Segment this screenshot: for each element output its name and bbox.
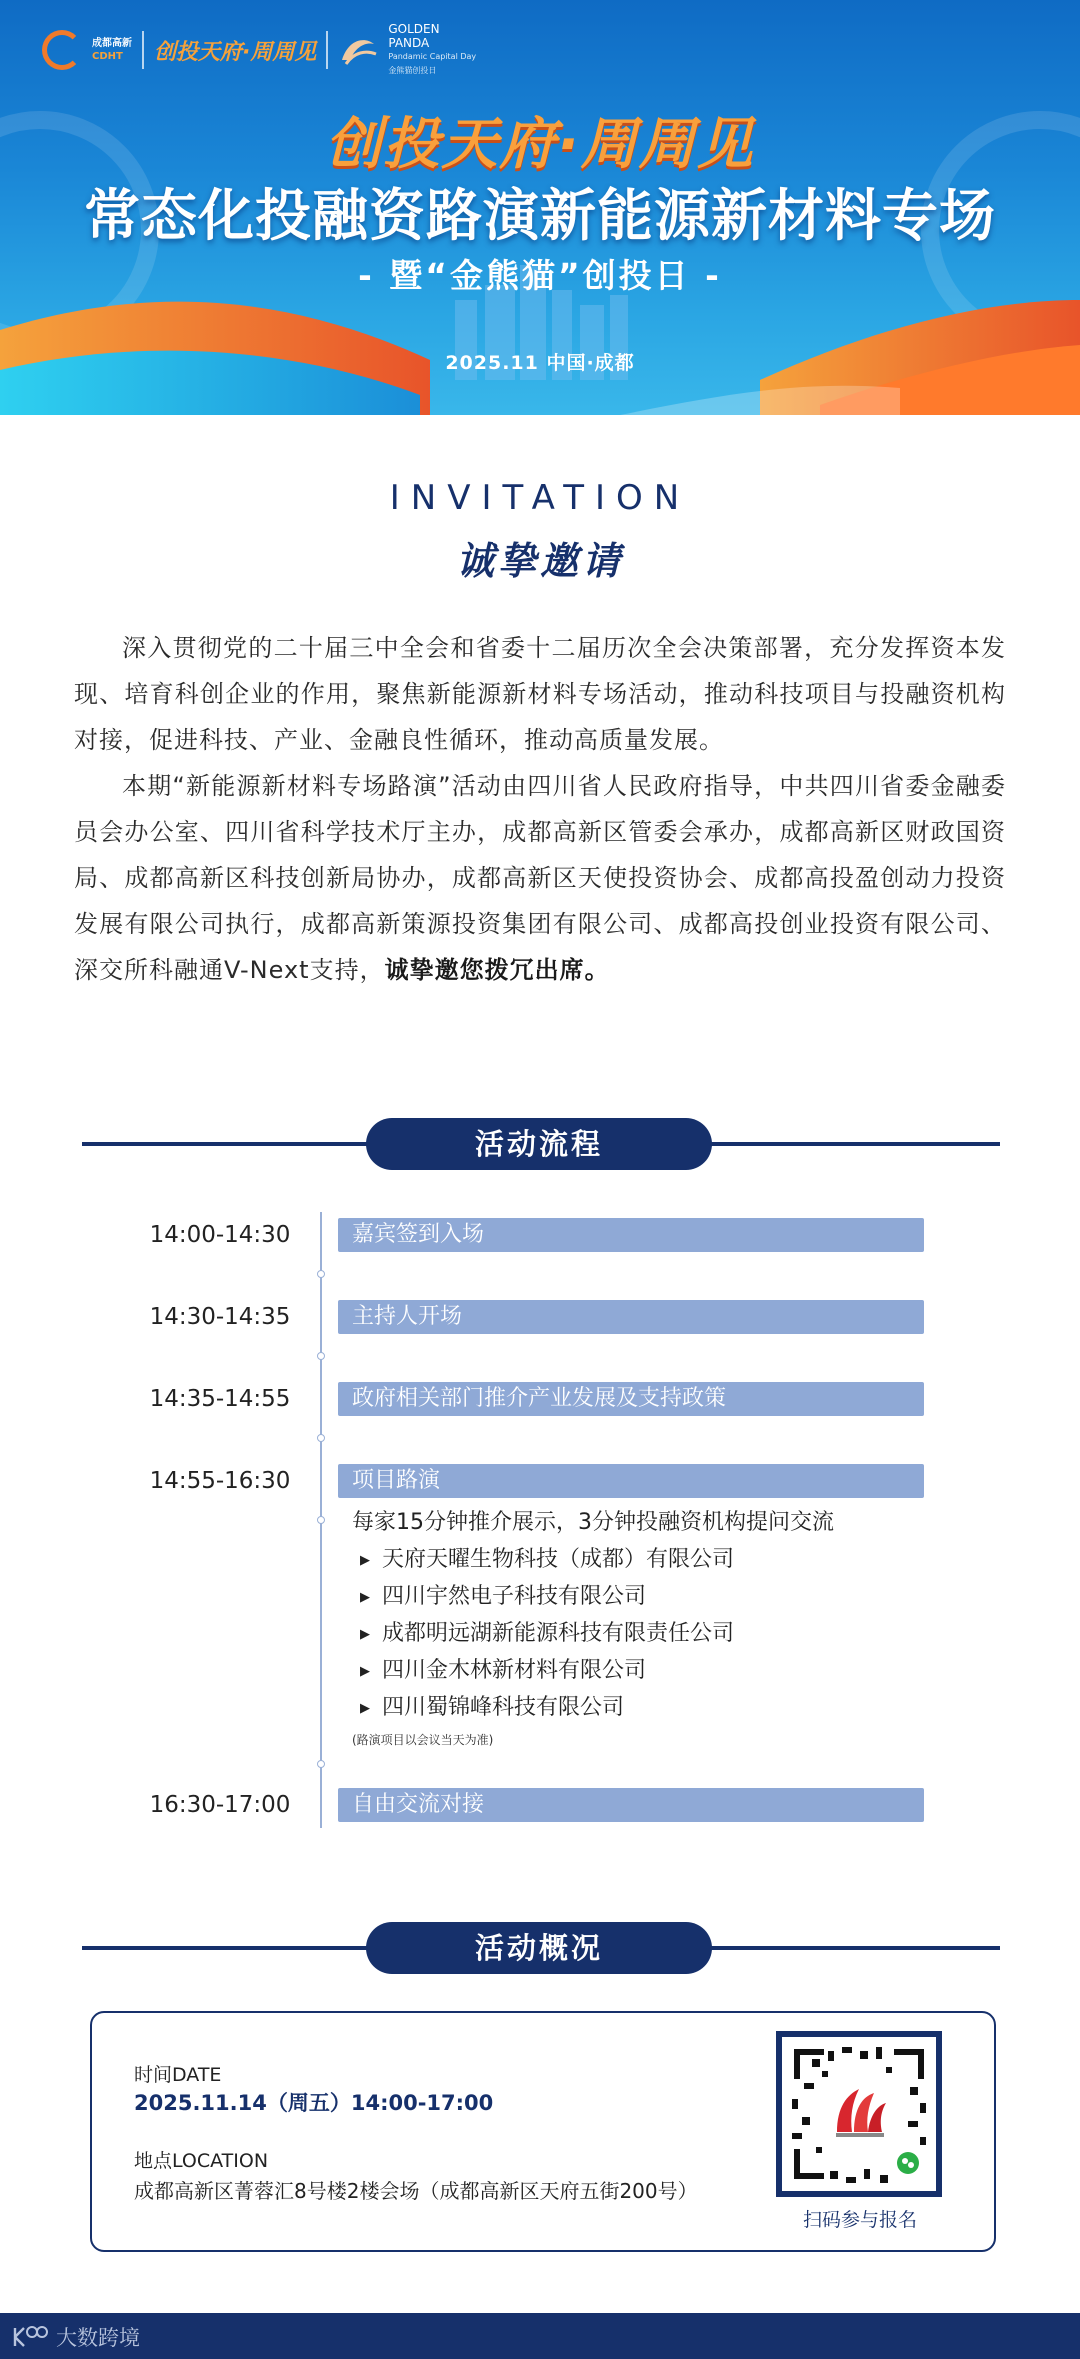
banner-subtitle: - 暨“金熊猫”创投日 - bbox=[358, 256, 722, 295]
triangle-bullet-icon: ▶ bbox=[360, 1700, 370, 1716]
cdht-logo-text: 成都高新 CDHT bbox=[92, 38, 132, 62]
schedule-item: 政府相关部门推介产业发展及支持政策 bbox=[338, 1382, 924, 1416]
triangle-bullet-icon: ▶ bbox=[360, 1589, 370, 1605]
cdht-logo-icon bbox=[42, 30, 82, 70]
invitation-closing: 诚挚邀您拨冗出席。 bbox=[384, 956, 610, 984]
logo-divider bbox=[326, 31, 328, 69]
registration-qr-code[interactable] bbox=[776, 2031, 942, 2197]
invitation-paragraph-2: 本期“新能源新材料专场路演”活动由四川省人民政府指导，中共四川省委金融委员会办公室、四川省科学技术厅主办，成都高新区管委会承办，成都高新区财政国资局、成都高新区科技创新局协办，成都高新区天使投资协会、成都高投盈创动力投资发展有限公司执行，成都高新策源投资集团有限公司、成都高投创业投资有限公司、深交所科融通V-Next支持，诚挚邀您拨冗出席。 bbox=[74, 772, 1006, 984]
schedule-item: 主持人开场 bbox=[338, 1300, 924, 1334]
header-banner bbox=[0, 0, 1080, 415]
watermark-brand bbox=[12, 2322, 140, 2352]
pitch-description: 每家15分钟推介展示，3分钟投融资机构提问交流 bbox=[352, 1510, 834, 1535]
schedule-time: 16:30-17:00 bbox=[149, 1792, 291, 1818]
overview-section-title: 活动概况 bbox=[366, 1922, 712, 1974]
golden-panda-logo-text: GOLDEN PANDA Pandamic Capital Day 金熊猫创投日 bbox=[388, 22, 477, 75]
triangle-bullet-icon: ▶ bbox=[360, 1626, 370, 1642]
logo-divider bbox=[142, 31, 144, 69]
golden-panda-icon bbox=[338, 30, 378, 70]
time-value: 2025.11.14（周五）14:00-17:00 bbox=[134, 2091, 494, 2115]
banner-date-location: 2025.11 中国·成都 bbox=[445, 352, 635, 374]
schedule-item: 项目路演 bbox=[338, 1464, 924, 1498]
schedule-item: 嘉宾签到入场 bbox=[338, 1218, 924, 1252]
location-label: 地点LOCATION bbox=[134, 2150, 269, 2172]
list-item: ▶ 天府天曜生物科技（成都）有限公司 bbox=[360, 1541, 734, 1578]
company-list bbox=[360, 1541, 734, 1726]
brand-name: 大数跨境 bbox=[56, 2326, 140, 2350]
banner-title: 常态化投融资路演新能源新材料专场 bbox=[84, 184, 996, 249]
schedule-time: 14:30-14:35 bbox=[149, 1304, 291, 1330]
schedule-section-title: 活动流程 bbox=[366, 1118, 712, 1170]
invitation-title-en: INVITATION bbox=[389, 478, 691, 518]
schedule-time: 14:00-14:30 bbox=[149, 1222, 291, 1248]
invitation-title-cn: 诚挚邀请 bbox=[455, 539, 624, 583]
triangle-bullet-icon: ▶ bbox=[360, 1552, 370, 1568]
banner-slogan: 创投天府·周周见 bbox=[325, 112, 755, 177]
list-item: ▶ 四川蜀锦峰科技有限公司 bbox=[360, 1689, 734, 1726]
timeline-dot bbox=[317, 1434, 325, 1442]
schedule-time: 14:55-16:30 bbox=[149, 1468, 291, 1494]
brand-logo-icon bbox=[12, 2324, 48, 2350]
location-value: 成都高新区菁蓉汇8号楼2楼会场（成都高新区天府五街200号） bbox=[134, 2179, 698, 2203]
partner-logos bbox=[42, 22, 476, 78]
timeline-dot bbox=[317, 1270, 325, 1278]
schedule-time: 14:35-14:55 bbox=[149, 1386, 291, 1412]
schedule-item: 自由交流对接 bbox=[338, 1788, 924, 1822]
timeline-dot bbox=[317, 1516, 325, 1524]
invitation-paragraph-1: 深入贯彻党的二十届三中全会和省委十二届历次全会决策部署，充分发挥资本发现、培育科创企业的作用，聚焦新能源新材料专场活动，推动科技项目与投融资机构对接，促进科技、产业、金融良性循环，推动高质量发展。 bbox=[74, 634, 1006, 754]
list-item: ▶ 四川金木林新材料有限公司 bbox=[360, 1652, 734, 1689]
qr-code-icon bbox=[782, 2037, 936, 2191]
list-item: ▶ 成都明远湖新能源科技有限责任公司 bbox=[360, 1615, 734, 1652]
list-item: ▶ 四川宇然电子科技有限公司 bbox=[360, 1578, 734, 1615]
slogan-logo: 创投天府·周周见 bbox=[154, 39, 317, 65]
timeline-dot bbox=[317, 1760, 325, 1768]
footer-bar bbox=[0, 2313, 1080, 2359]
pitch-note: (路演项目以会议当天为准) bbox=[352, 1733, 494, 1747]
triangle-bullet-icon: ▶ bbox=[360, 1663, 370, 1679]
timeline-dot bbox=[317, 1352, 325, 1360]
time-label: 时间DATE bbox=[134, 2064, 222, 2086]
qr-caption: 扫码参与报名 bbox=[802, 2209, 917, 2231]
